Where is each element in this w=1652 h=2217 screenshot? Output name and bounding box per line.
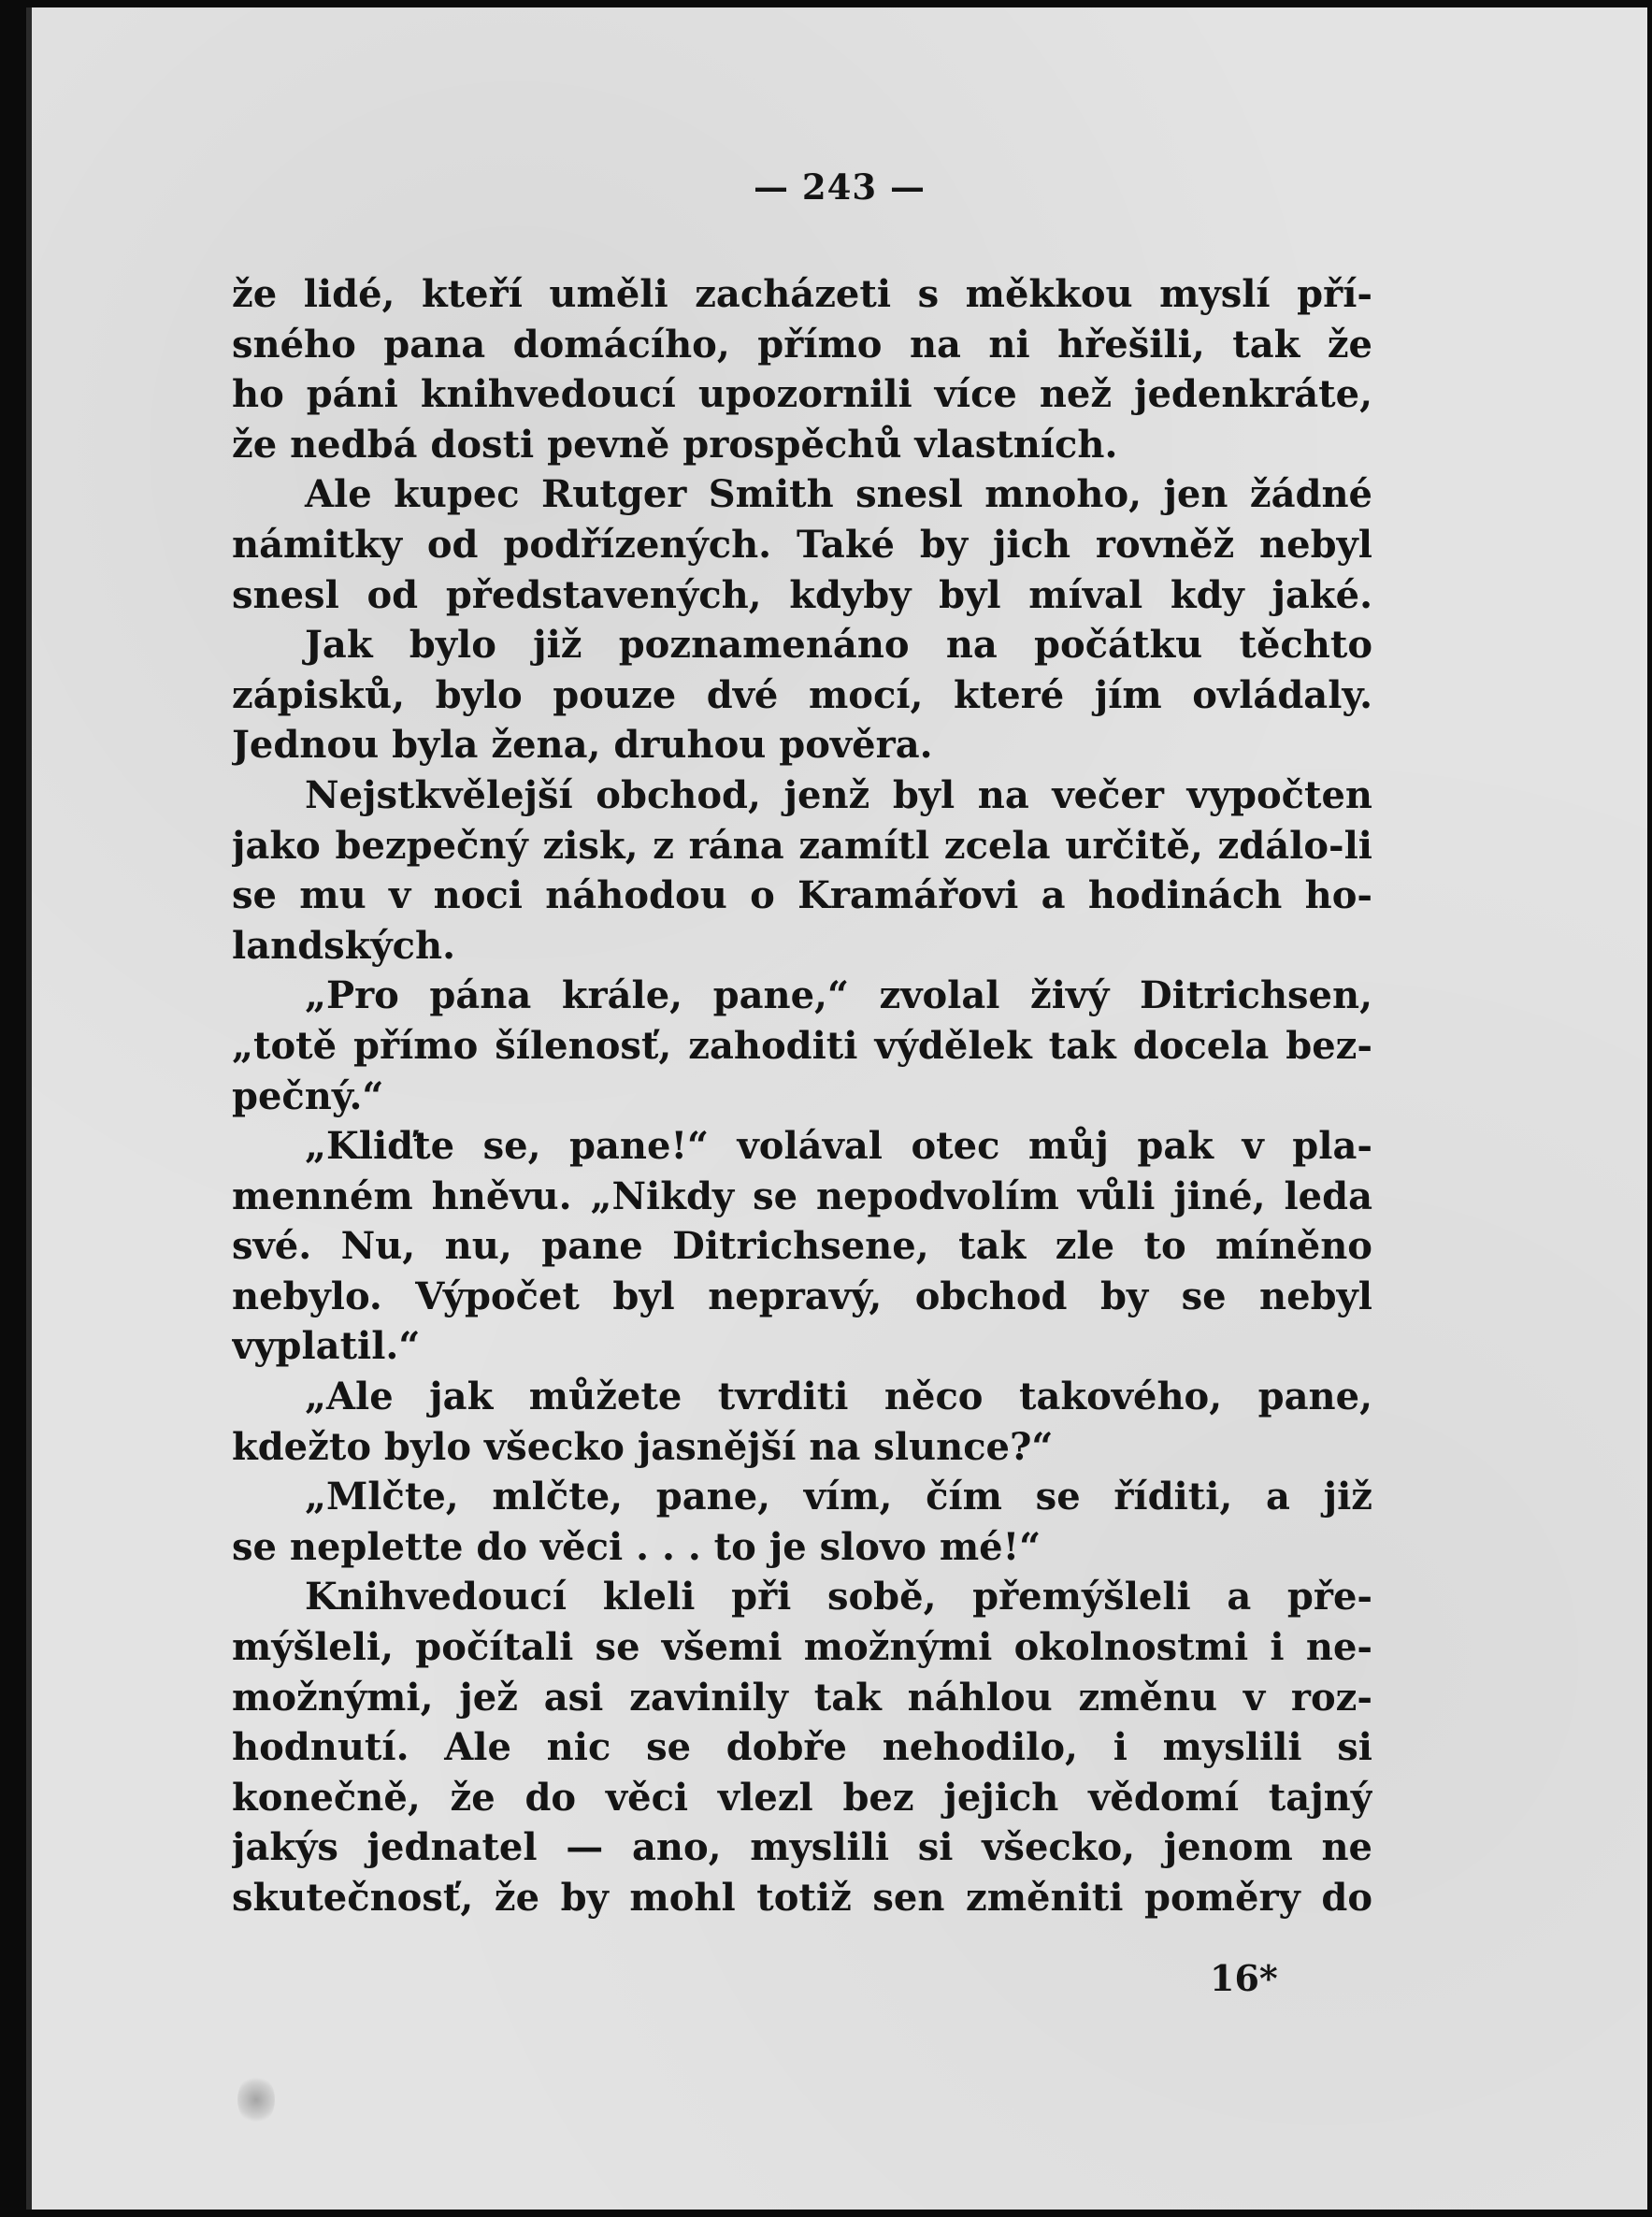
text-line: jako bezpečný zisk, z rána zamítl zcela určitě, zdálo-li — [232, 823, 1372, 868]
text-line: skutečnosť, že by mohl totiž sen změniti poměry do — [232, 1876, 1372, 1920]
text-line: snesl od představených, kdyby byl míval kdy jaké. — [232, 572, 1372, 617]
body-text — [232, 269, 1372, 1923]
text-line: Jednou byla žena, druhou pověra. — [232, 723, 933, 768]
text-line: mýšleli, počítali se všemi možnými okolnostmi i ne- — [232, 1625, 1372, 1670]
text-line: ho páni knihvedoucí upozornili více než jedenkráte, — [232, 372, 1372, 417]
text-line: Jak bylo již poznamenáno na počátku těchto — [305, 623, 1372, 668]
text-line: se neplette do věci . . . to je slovo mé!“ — [232, 1524, 1041, 1569]
text-line: kdežto bylo všecko jasnější na slunce?“ — [232, 1424, 1054, 1469]
text-line: Knihvedoucí kleli při sobě, přemýšleli a pře- — [305, 1575, 1372, 1620]
text-line: vyplatil.“ — [232, 1324, 421, 1369]
text-line: své. Nu, nu, pane Ditrichsene, tak zle to míněno — [232, 1224, 1372, 1269]
text-line: námitky od podřízených. Také by jich rovněž nebyl — [232, 522, 1372, 567]
text-line: „Pro pána krále, pane,“ zvolal živý Ditrichsen, — [305, 973, 1372, 1018]
text-line: že lidé, kteří uměli zacházeti s měkkou myslí pří- — [232, 272, 1372, 316]
text-line: nebylo. Výpočet byl nepravý, obchod by se nebyl — [232, 1274, 1372, 1318]
text-line: že nedbá dosti pevně prospěchů vlastních. — [232, 422, 1118, 467]
text-line: hodnutí. Ale nic se dobře nehodilo, i myslili si — [232, 1725, 1372, 1770]
text-line: konečně, že do věci vlezl bez jejich vědomí tajný — [232, 1775, 1372, 1820]
ink-smudge — [237, 2074, 275, 2125]
text-line: pečný.“ — [232, 1073, 384, 1118]
text-line: Nejstkvělejší obchod, jenž byl na večer vypočten — [305, 772, 1372, 817]
text-line: sného pana domácího, přímo na ni hřešili, tak že — [232, 322, 1372, 367]
text-line: „Ale jak můžete tvrditi něco takového, pane, — [305, 1375, 1372, 1419]
book-page — [26, 7, 1647, 2210]
text-line: jakýs jednatel — ano, myslili si všecko, jenom ne — [232, 1825, 1372, 1870]
text-line: menném hněvu. „Nikdy se nepodvolím vůli jiné, leda — [232, 1173, 1372, 1218]
text-line: „Kliďte se, pane!“ volával otec můj pak v pla- — [305, 1124, 1372, 1169]
signature-mark: 16* — [1210, 1957, 1278, 1999]
text-line: zápisků, bylo pouze dvé mocí, které jím ovládaly. — [232, 672, 1372, 717]
text-line: landských. — [232, 923, 456, 968]
text-line: možnými, jež asi zavinily tak náhlou změnu v roz- — [232, 1675, 1372, 1720]
text-line: se mu v noci náhodou o Kramářovi a hodinách ho- — [232, 873, 1372, 918]
page-number: — 243 — — [754, 166, 926, 208]
text-line: „Mlčte, mlčte, pane, vím, čím se říditi, a již — [305, 1475, 1372, 1519]
text-line: „totě přímo šílenosť, zahoditi výdělek tak docela bez- — [232, 1023, 1372, 1068]
text-line: Ale kupec Rutger Smith snesl mnoho, jen žádné — [305, 472, 1372, 517]
